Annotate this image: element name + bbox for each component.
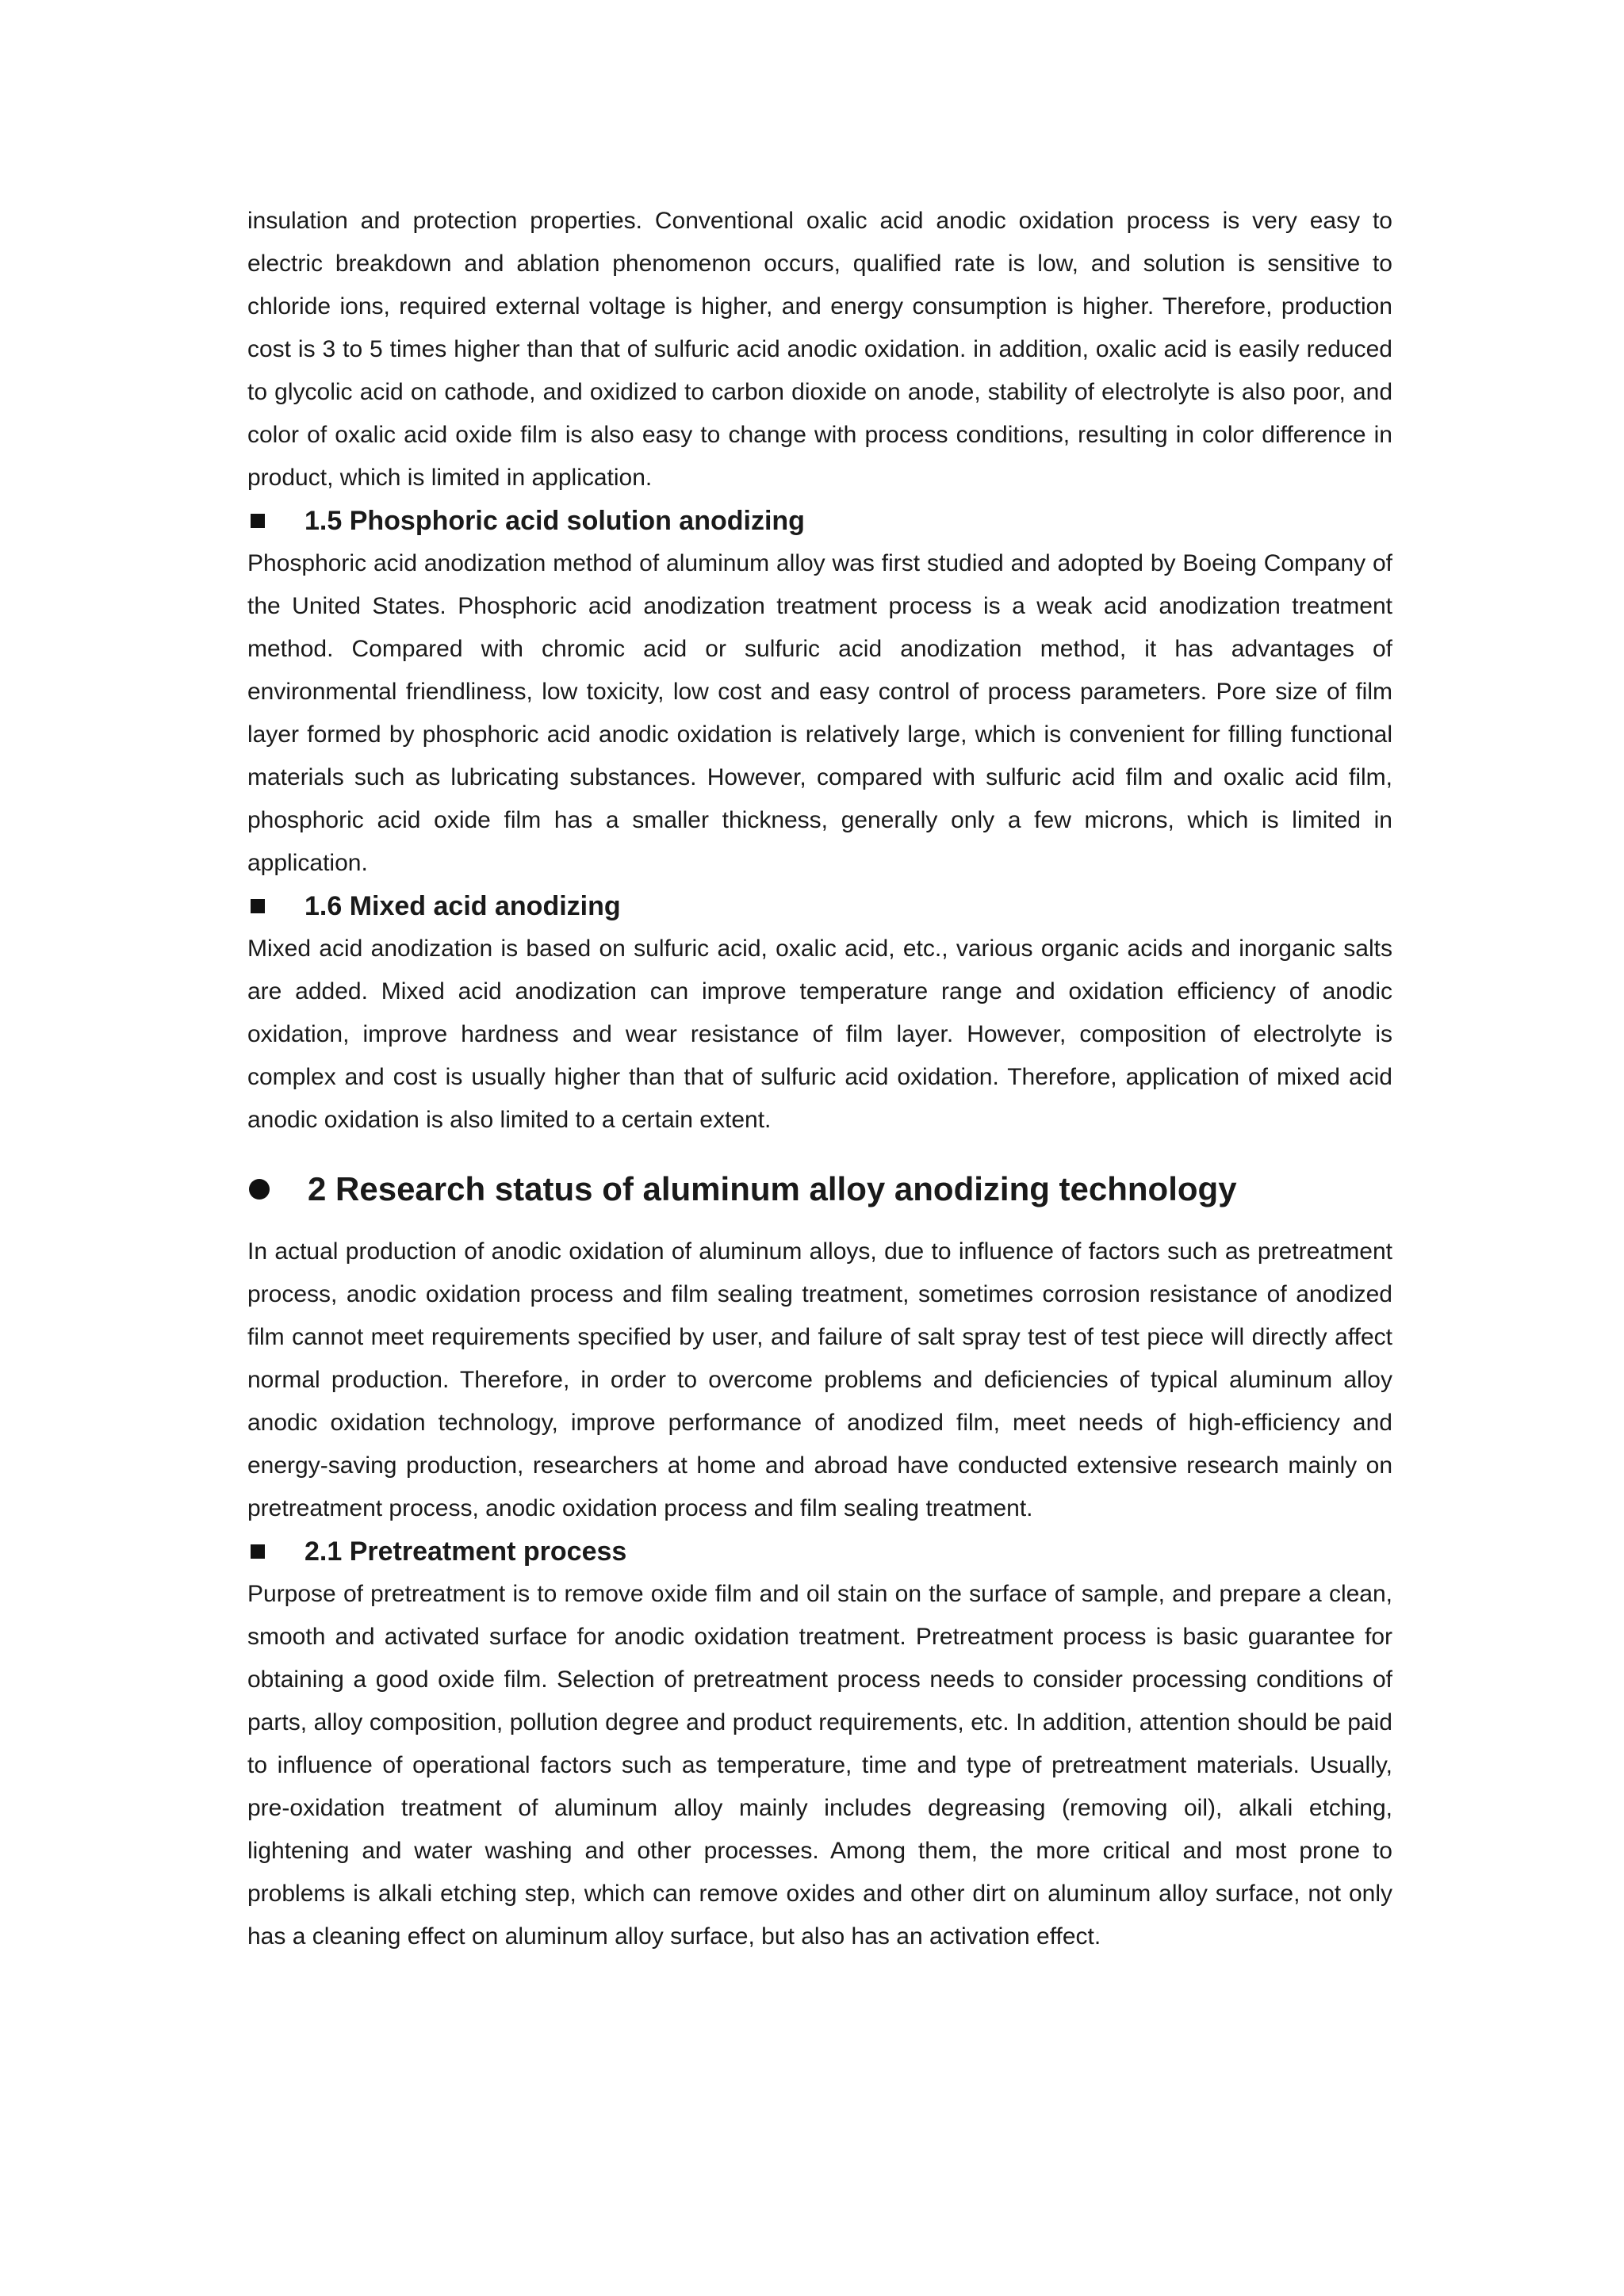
heading-1-6 [247,885,1392,928]
paragraph-intro: insulation and protection properties. Conventional oxalic acid anodic oxidation process is very easy to electric breakdown and ablation phenomenon occurs, qualified rate is low, and solution is sensitive to chloride ions, required external voltage is higher, and energy consumption is higher. Therefore, production cost is 3 to 5 times higher than that of sulfuric acid anodic oxidation. in addition, oxalic acid is easily reduced to glycolic acid on cathode, and oxidized to carbon dioxide on anode, stability of electrolyte is also poor, and color of oxalic acid oxide film is also easy to change with process conditions, resulting in color difference in product, which is limited in application. [247,208,1392,491]
square-bullet-icon [251,899,265,913]
heading-1-5 [247,499,1392,542]
heading-1-5-text: 1.5 Phosphoric acid solution anodizing [304,505,805,536]
paragraph-1-6: Mixed acid anodization is based on sulfuric acid, oxalic acid, etc., various organic acids and inorganic salts are added. Mixed acid anodization can improve temperature range and oxidation efficiency of anodic oxidation, improve hardness and wear resistance of film layer. However, composition of electrolyte is complex and cost is usually higher than that of sulfuric acid oxidation. Therefore, application of mixed acid anodic oxidation is also limited to a certain extent. [247,936,1392,1133]
square-bullet-icon [251,1544,265,1559]
heading-2 [247,1165,1392,1213]
heading-2-text: 2 Research status of aluminum alloy anodizing technology [308,1170,1237,1207]
heading-2-1-text: 2.1 Pretreatment process [304,1536,627,1567]
heading-1-6-text: 1.6 Mixed acid anodizing [304,890,621,921]
heading-2-1 [247,1530,1392,1573]
paragraph-2: In actual production of anodic oxidation of aluminum alloys, due to influence of factors such as pretreatment process, anodic oxidation process and film sealing treatment, sometimes corrosion resistance of anodized film cannot meet requirements specified by user, and failure of salt spray test of test piece will directly affect normal production. Therefore, in order to overcome problems and deficiencies of typical aluminum alloy anodic oxidation technology, improve performance of anodized film, meet needs of high-efficiency and energy-saving production, researchers at home and abroad have conducted extensive research mainly on pretreatment process, anodic oxidation process and film sealing treatment. [247,1238,1392,1521]
document-page [247,200,1392,1958]
circle-bullet-icon [249,1179,270,1200]
square-bullet-icon [251,514,265,528]
paragraph-1-5: Phosphoric acid anodization method of aluminum alloy was first studied and adopted by Boeing Company of the United States. Phosphoric acid anodization treatment process is a weak acid anodization treatment method. Compared with chromic acid or sulfuric acid anodization method, it has advantages of environmental friendliness, low toxicity, low cost and easy control of process parameters. Pore size of film layer formed by phosphoric acid anodic oxidation is relatively large, which is convenient for filling functional materials such as lubricating substances. However, compared with sulfuric acid film and oxalic acid film, phosphoric acid oxide film has a smaller thickness, generally only a few microns, which is limited in application. [247,550,1392,876]
paragraph-2-1: Purpose of pretreatment is to remove oxide film and oil stain on the surface of sample, and prepare a clean, smooth and activated surface for anodic oxidation treatment. Pretreatment process is basic guarantee for obtaining a good oxide film. Selection of pretreatment process needs to consider processing conditions of parts, alloy composition, pollution degree and product requirements, etc. In addition, attention should be paid to influence of operational factors such as temperature, time and type of pretreatment materials. Usually, pre-oxidation treatment of aluminum alloy mainly includes degreasing (removing oil), alkali etching, lightening and water washing and other processes. Among them, the more critical and most prone to problems is alkali etching step, which can remove oxides and other dirt on aluminum alloy surface, not only has a cleaning effect on aluminum alloy surface, but also has an activation effect. [247,1581,1392,1950]
